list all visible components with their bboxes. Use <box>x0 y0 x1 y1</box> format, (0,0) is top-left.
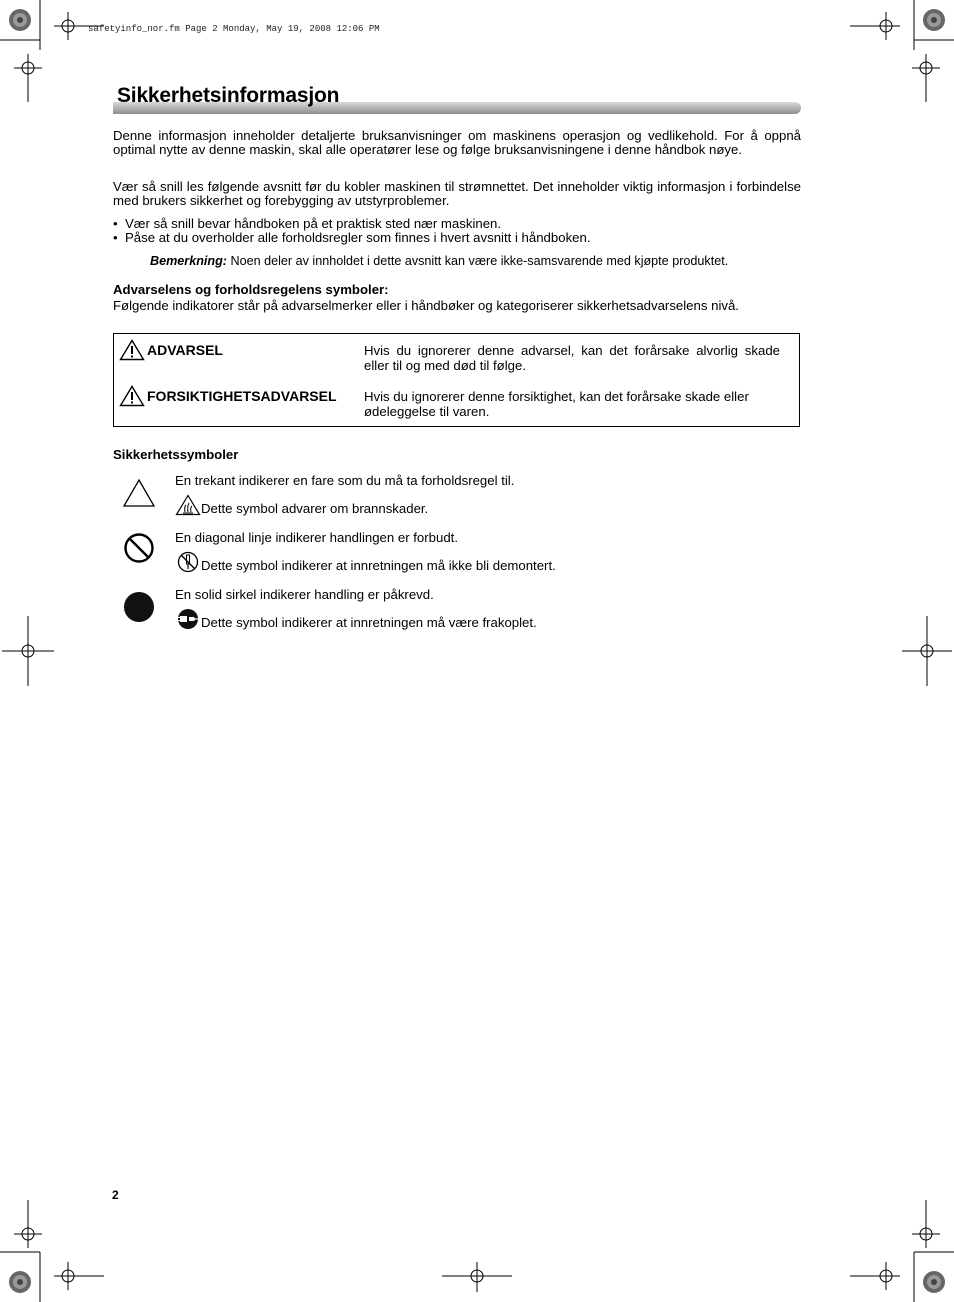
registration-mark-mid-right <box>900 616 954 686</box>
hazard-levels-table <box>113 333 800 427</box>
symbol-example-text: Dette symbol indikerer at innretningen må ikke bli demontert. <box>201 558 556 573</box>
registration-mark-bottom-left <box>0 1196 110 1302</box>
level-caution <box>119 385 337 407</box>
intro-paragraph-1: Denne informasjon inneholder detaljerte bruksanvisninger om maskinens operasjon og vedlikehold. For å oppnå optimal nytte av denne maskin, skal alle operatører lese og følge bruksanvisningene i denne håndbok nøye. <box>113 128 801 158</box>
page-title: Sikkerhetsinformasjon <box>117 84 340 107</box>
bullet-text: Påse at du overholder alle forholdsregler som finnes i hvert avsnitt i håndboken. <box>125 230 591 246</box>
registration-mark-mid-left <box>0 616 60 686</box>
level-name: ADVARSEL <box>147 342 223 358</box>
page-number: 2 <box>112 1188 119 1202</box>
registration-mark-bottom-right <box>844 1196 954 1302</box>
symbol-example-text: Dette symbol advarer om brannskader. <box>201 501 429 516</box>
symbol-row-hazard <box>113 470 801 526</box>
hazard-triangle-icon <box>122 478 156 508</box>
prohibition-icon <box>122 531 156 565</box>
symbol-row-mandatory <box>113 584 801 640</box>
level-name: FORSIKTIGHETSADVARSEL <box>147 388 337 404</box>
indicators-intro: Følgende indikatorer står på advarselmerker eller i håndbøker og kategoriserer sikkerhetsadvarselens nivå. <box>113 298 739 313</box>
registration-mark-top-left <box>0 0 110 110</box>
level-description: Hvis du ignorerer denne advarsel, kan det forårsake alvorlig skade eller til og med død til følge. <box>364 343 780 374</box>
level-warning <box>119 339 223 361</box>
symbol-description: En diagonal linje indikerer handlingen er forbudt. <box>175 530 458 545</box>
unplug-icon <box>175 608 201 630</box>
burn-hazard-icon <box>175 494 201 516</box>
registration-mark-top-right <box>844 0 954 110</box>
indicators-heading: Advarselens og forholdsregelens symboler: <box>113 282 389 297</box>
file-header: safetyinfo_nor.fm Page 2 Monday, May 19, 2008 12:06 PM <box>88 24 380 34</box>
list-item <box>113 217 801 231</box>
symbol-example-text: Dette symbol indikerer at innretningen må være frakoplet. <box>201 615 537 630</box>
note-label: Bemerkning: <box>150 254 227 268</box>
symbol-row-prohibition <box>113 527 801 583</box>
symbol-example <box>175 551 556 573</box>
level-description: Hvis du ignorerer denne forsiktighet, kan det forårsake skade eller ødeleggelse til varen. <box>364 389 749 420</box>
safety-symbols-heading: Sikkerhetssymboler <box>113 447 239 462</box>
registration-mark-bottom-center <box>440 1262 514 1302</box>
warning-triangle-icon <box>119 339 145 361</box>
bullet-text: Vær så snill bevar håndboken på et praktisk sted nær maskinen. <box>125 216 502 231</box>
section-title-banner <box>113 84 801 114</box>
symbol-example <box>175 494 428 516</box>
symbol-description: En solid sirkel indikerer handling er påkrevd. <box>175 587 434 602</box>
symbol-example <box>175 608 537 630</box>
note-text: Noen deler av innholdet i dette avsnitt kan være ikke-samsvarende med kjøpte produktet. <box>230 254 729 268</box>
bullet-dot: • <box>113 230 118 246</box>
list-item <box>113 231 801 245</box>
symbol-description: En trekant indikerer en fare som du må ta forholdsregel til. <box>175 473 515 488</box>
note <box>150 254 728 268</box>
bullet-dot: • <box>113 216 118 231</box>
no-disassembly-icon <box>175 551 201 573</box>
bullet-list <box>113 217 801 246</box>
mandatory-circle-icon <box>122 590 156 624</box>
intro-paragraph-2: Vær så snill les følgende avsnitt før du kobler maskinen til strømnettet. Det inneholder viktig informasjon i forbindelse med brukers sikkerhet og forebygging av utstyrproblemer. <box>113 179 801 209</box>
warning-triangle-icon <box>119 385 145 407</box>
